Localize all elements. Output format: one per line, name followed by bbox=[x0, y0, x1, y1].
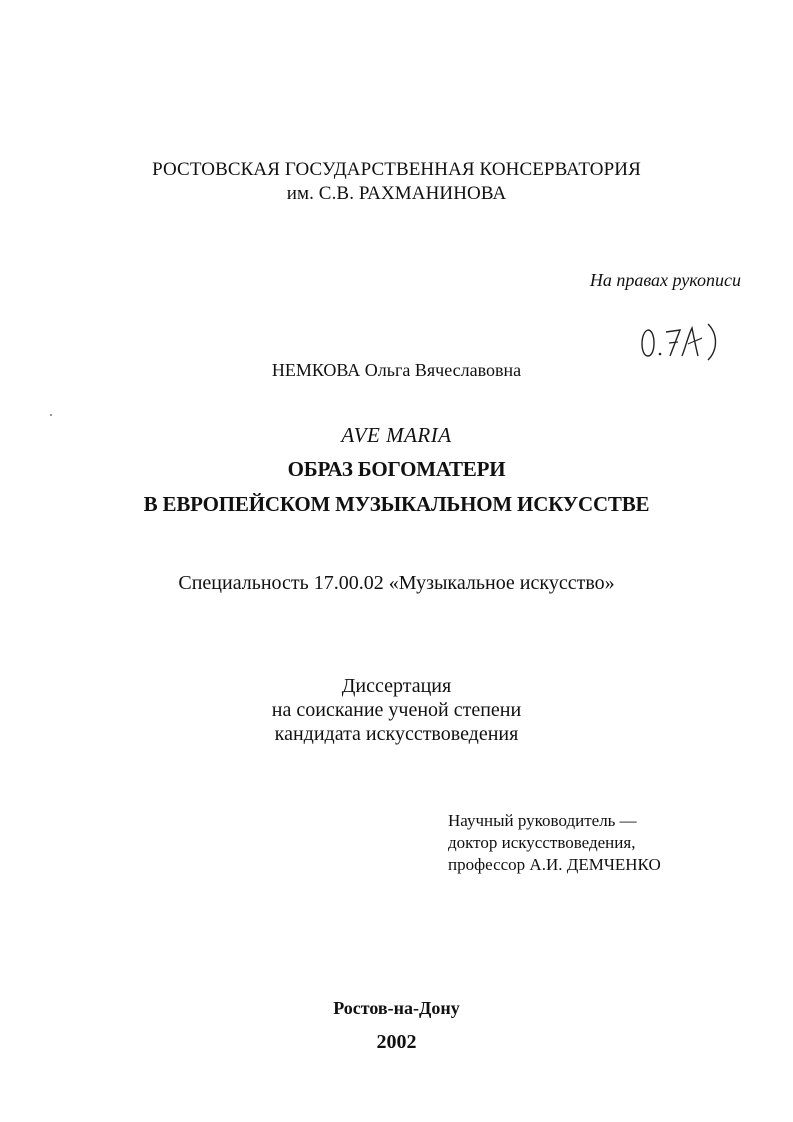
institution-line-1: РОСТОВСКАЯ ГОСУДАРСТВЕННАЯ КОНСЕРВАТОРИЯ bbox=[152, 159, 641, 180]
advisor-line-1: Научный руководитель — bbox=[448, 811, 637, 830]
manuscript-rights-note: На правах рукописи bbox=[589, 270, 741, 290]
degree-line-2: на соискание ученой степени bbox=[271, 699, 522, 721]
institution-name bbox=[0, 158, 793, 206]
title-latin: AVE MARIA bbox=[341, 423, 452, 447]
specialty: Специальность 17.00.02 «Музыкальное искусство» bbox=[178, 572, 615, 594]
degree-block bbox=[0, 674, 793, 746]
advisor-block bbox=[448, 810, 661, 876]
title-line-2: В ЕВРОПЕЙСКОМ МУЗЫКАЛЬНОМ ИСКУССТВЕ bbox=[143, 492, 650, 516]
scan-speck bbox=[50, 414, 52, 416]
advisor-line-2: доктор искусствоведения, bbox=[448, 833, 636, 852]
title-line-1: ОБРАЗ БОГОМАТЕРИ bbox=[287, 457, 506, 481]
degree-line-3: кандидата искусствоведения bbox=[274, 723, 519, 745]
advisor-line-3: профессор А.И. ДЕМЧЕНКО bbox=[448, 855, 661, 874]
degree-line-1: Диссертация bbox=[341, 675, 452, 697]
city: Ростов-на-Дону bbox=[333, 998, 460, 1018]
author-name: НЕМКОВА Ольга Вячеславовна bbox=[271, 360, 522, 380]
institution-line-2: им. С.В. РАХМАНИНОВА bbox=[286, 183, 507, 204]
year: 2002 bbox=[376, 1031, 417, 1053]
